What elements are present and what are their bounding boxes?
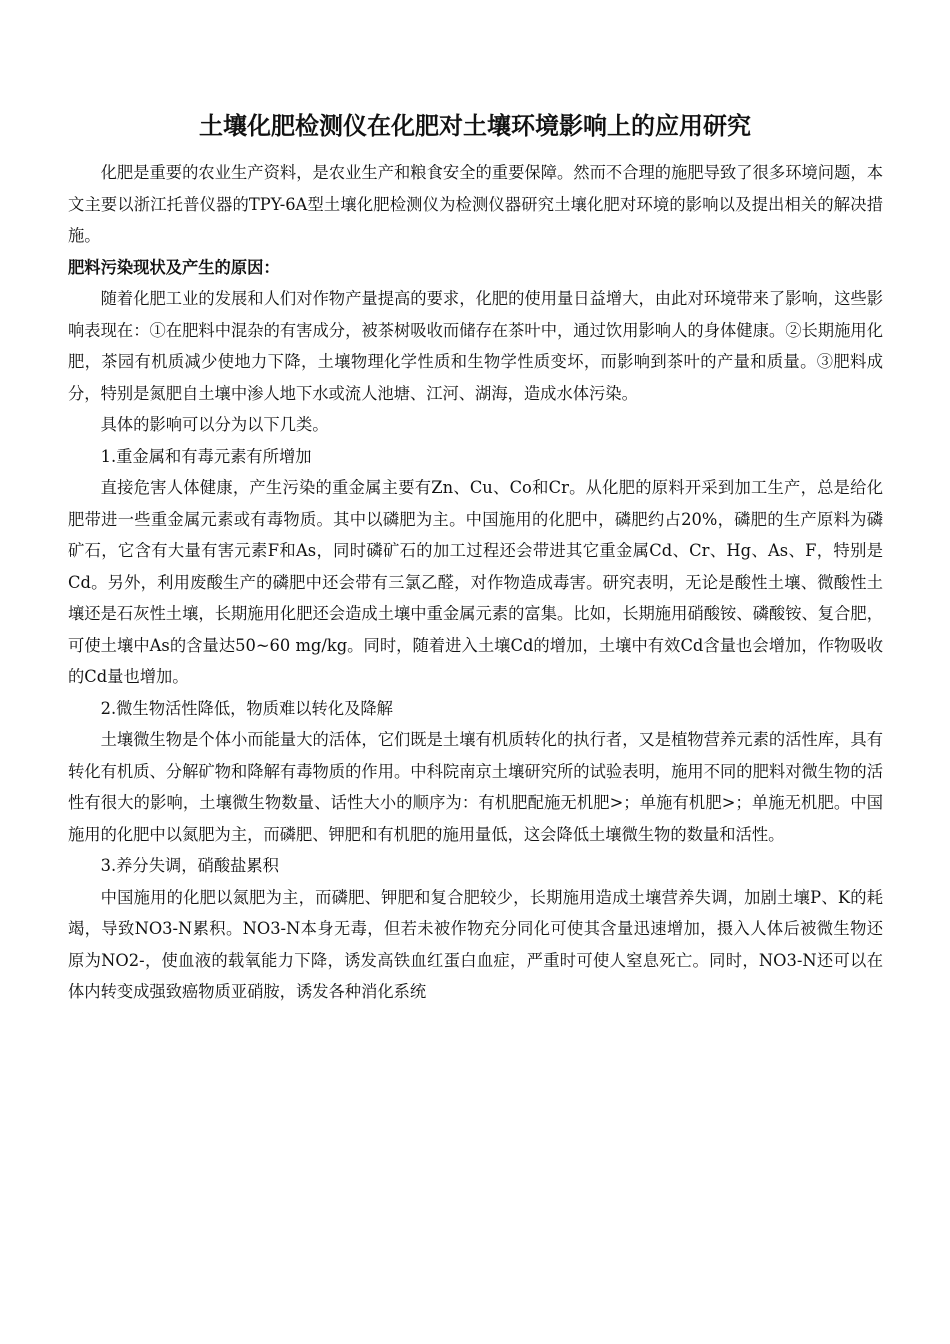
body-paragraph: 随着化肥工业的发展和人们对作物产量提高的要求，化肥的使用量日益增大，由此对环境带来了影响，这些影响表现在：①在肥料中混杂的有害成分，被茶树吸收而储存在茶叶中，通过饮用影响人的身体健康。②长期施用化肥，茶园有机质减少使地力下降，土壤物理化学性质和生物学性质变坏，而影响到茶叶的产量和质量。③肥料成分，特别是氮肥自土壤中渗人地下水或流人池塘、江河、湖海，造成水体污染。	[68, 289, 883, 403]
body-paragraph: 2.微生物活性降低，物质难以转化及降解	[100, 698, 393, 718]
body-paragraph: 土壤微生物是个体小而能量大的活体，它们既是土壤有机质转化的执行者，又是植物营养元素的活性库，具有转化有机质、分解矿物和降解有毒物质的作用。中科院南京土壤研究所的试验表明，施用不同的肥料对微生物的活性有很大的影响，土壤微生物数量、话性大小的顺序为：有机肥配施无机肥>；单施有机肥>；单施无机肥。中国施用的化肥中以氮肥为主，而磷肥、钾肥和有机肥的施用量低，这会降低土壤微生物的数量和活性。	[68, 730, 883, 844]
body-paragraph: 具体的影响可以分为以下几类。	[100, 415, 329, 434]
body-paragraph: 中国施用的化肥以氮肥为主，而磷肥、钾肥和复合肥较少，长期施用造成土壤营养失调，加剧土壤P、K的耗竭，导致NO3-N累积。NO3-N本身无毒，但若未被作物充分同化可使其含量迅速增加，摄入人体后被微生物还原为NO2-，使血液的载氧能力下降，诱发高铁血红蛋白血症，严重时可使人窒息死亡。同时，NO3-N还可以在体内转变成强致癌物质亚硝胺，诱发各种消化系统	[68, 887, 883, 1001]
body-paragraph: 3.养分失调，硝酸盐累积	[100, 856, 279, 875]
section-heading: 肥料污染现状及产生的原因：	[68, 257, 280, 277]
page-title: 土壤化肥检测仪在化肥对土壤环境影响上的应用研究	[199, 112, 751, 140]
body-paragraph: 化肥是重要的农业生产资料，是农业生产和粮食安全的重要保障。然而不合理的施肥导致了很多环境问题，本文主要以浙江托普仪器的TPY-6A型土壤化肥检测仪为检测仪器研究土壤化肥对环境的影响以及提出相关的解决措施。	[68, 163, 883, 245]
document-body	[68, 157, 883, 1008]
body-paragraph: 直接危害人体健康，产生污染的重金属主要有Zn、Cu、Co和Cr。从化肥的原料开采到加工生产，总是给化肥带进一些重金属元素或有毒物质。其中以磷肥为主。中国施用的化肥中，磷肥约占20%，磷肥的生产原料为磷矿石，它含有大量有害元素F和As，同时磷矿石的加工过程还会带进其它重金属Cd、Cr、Hg、As、F，特别是Cd。另外，利用废酸生产的磷肥中还会带有三氯乙醛，对作物造成毒害。研究表明，无论是酸性土壤、微酸性土壤还是石灰性土壤，长期施用化肥还会造成土壤中重金属元素的富集。比如，长期施用硝酸铵、磷酸铵、复合肥，可使土壤中As的含量达50~60 mg/kg。同时，随着进入土壤Cd的增加，土壤中有效Cd含量也会增加，作物吸收的Cd量也增加。	[68, 478, 883, 686]
body-paragraph: 1.重金属和有毒元素有所增加	[100, 446, 312, 466]
